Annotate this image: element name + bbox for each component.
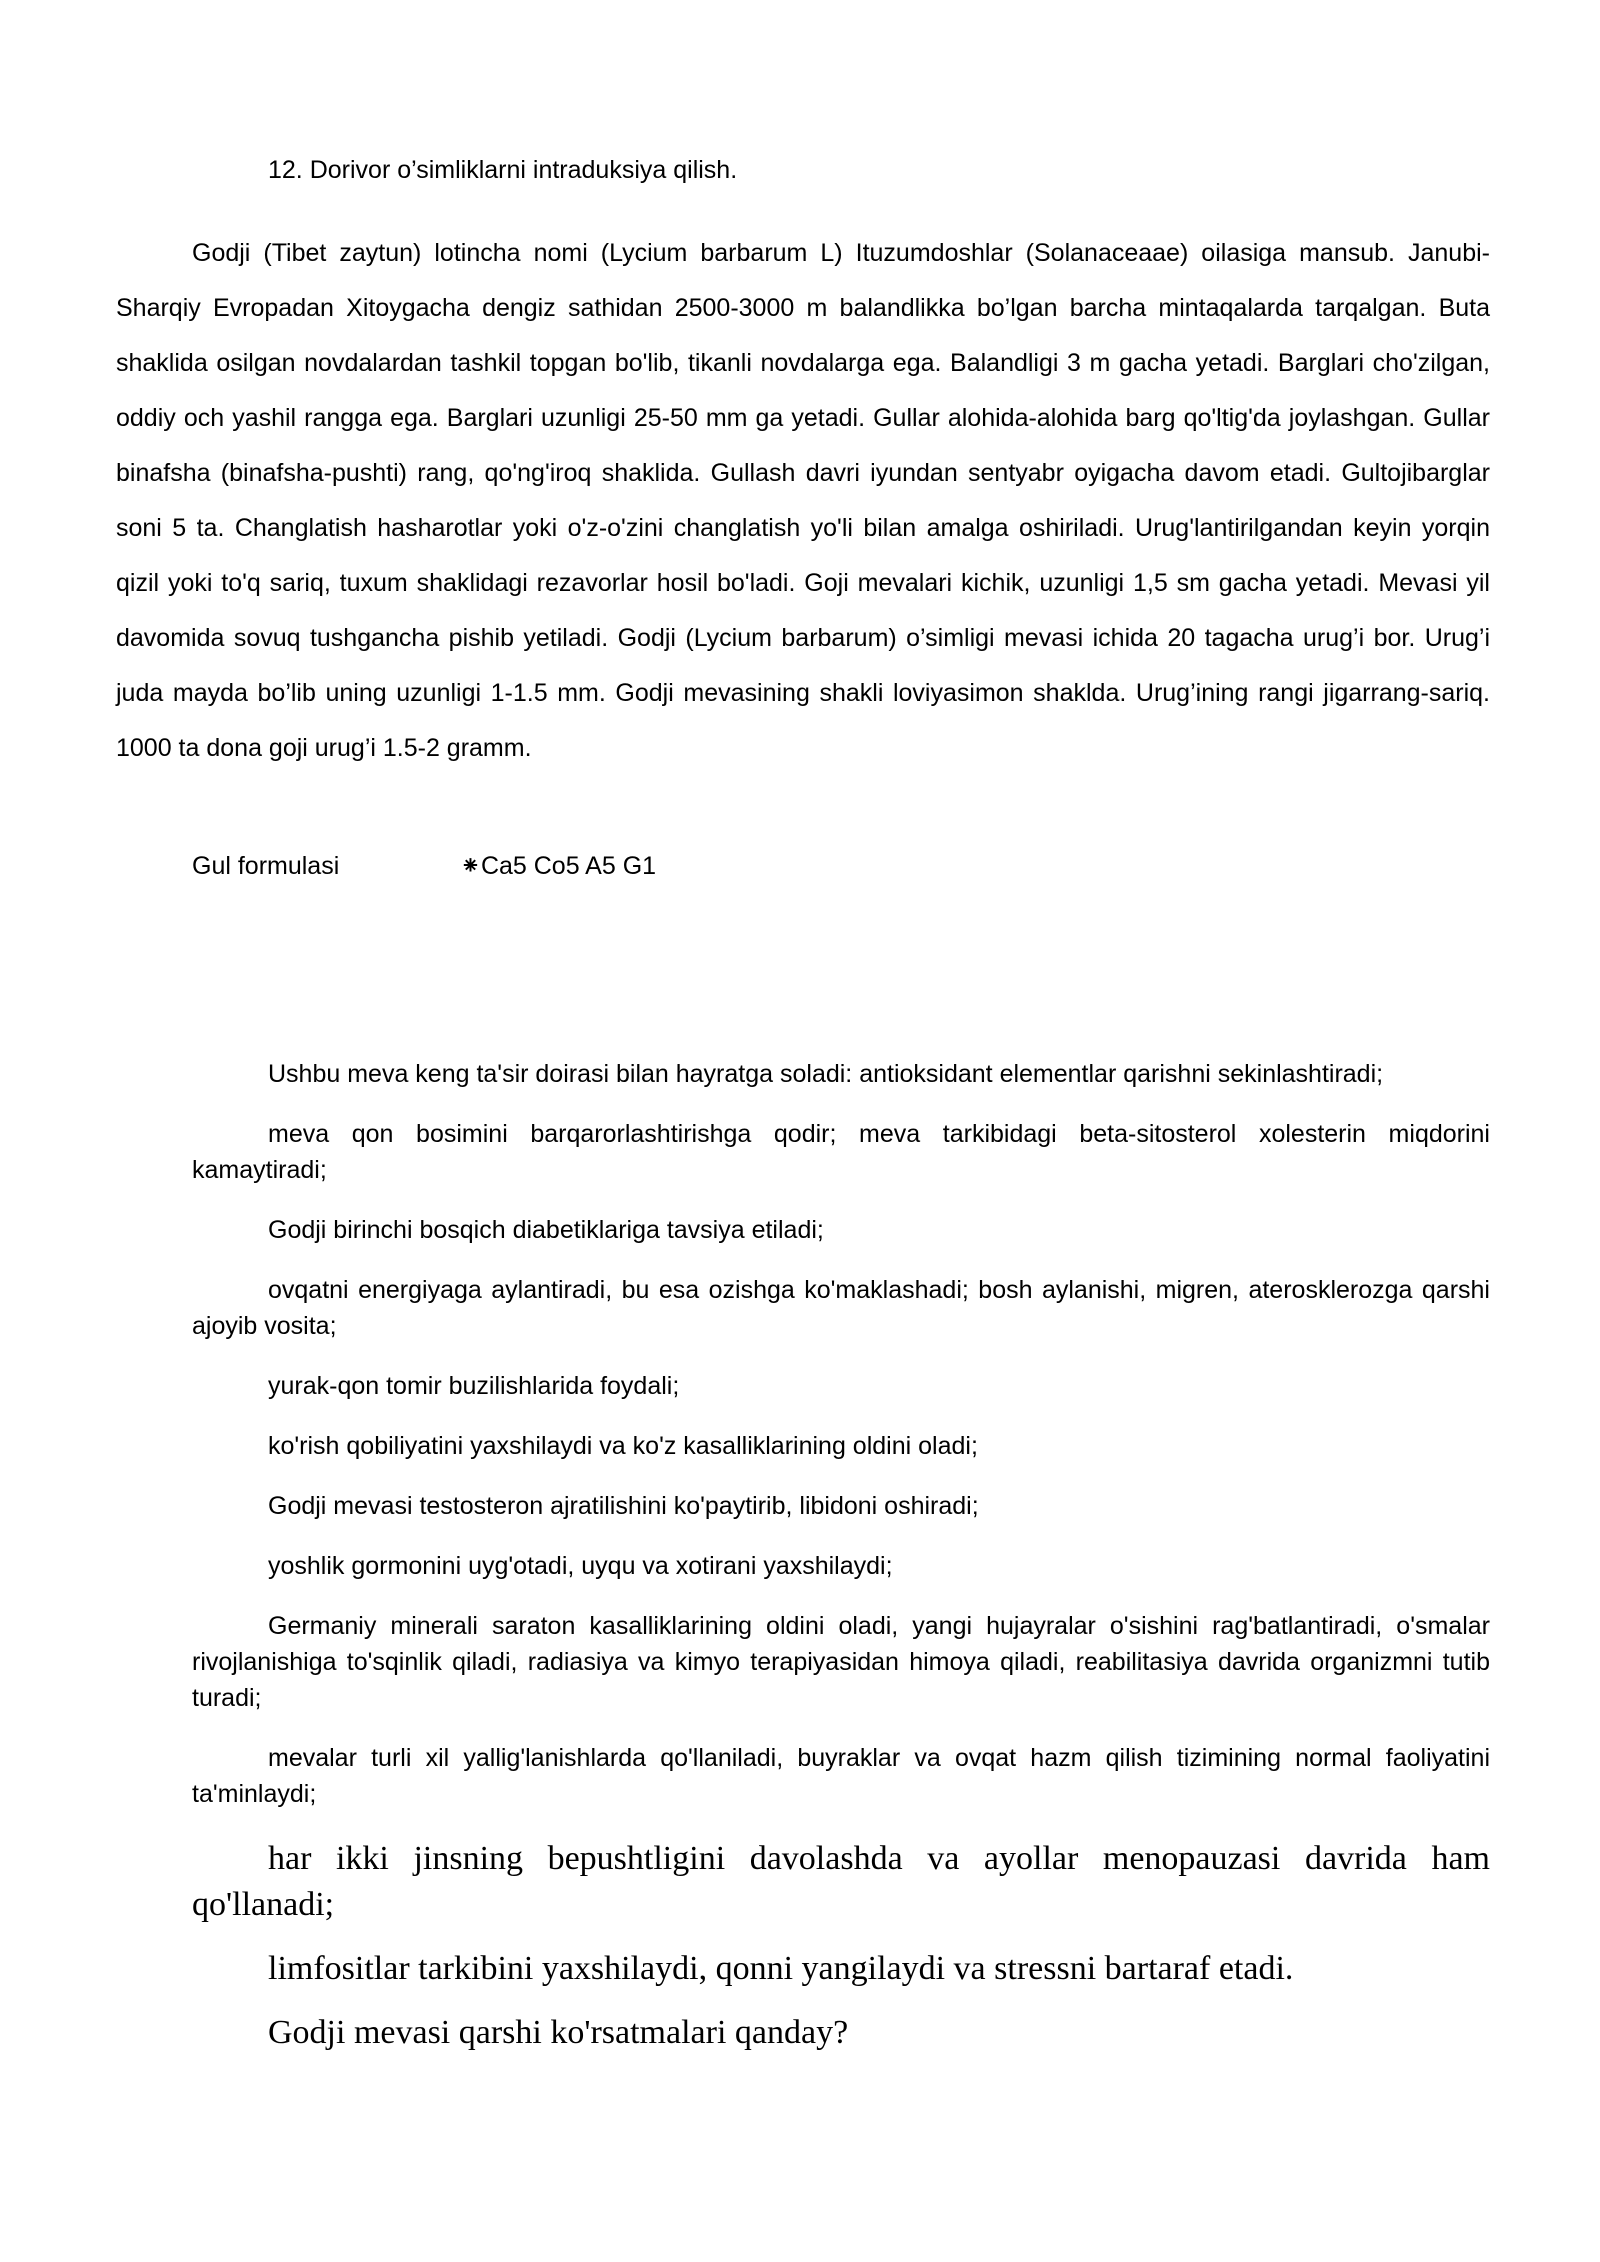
benefit-item: har ikki jinsning bepushtligini davolashda va ayollar menopauzasi davrida ham qo'llanadi; — [192, 1840, 1490, 1923]
benefit-item: Godji mevasi testosteron ajratilishini ko'paytirib, libidoni oshiradi; — [268, 1492, 979, 1520]
flower-formula-value: ⁕Ca5 Co5 A5 G1 — [460, 852, 657, 880]
closing-question: Godji mevasi qarshi ko'rsatmalari qanday? — [268, 2014, 849, 2051]
benefit-item: yurak-qon tomir buzilishlarida foydali; — [268, 1372, 680, 1400]
benefit-item: yoshlik gormonini uyg'otadi, uyqu va xotirani yaxshilaydi; — [268, 1552, 893, 1580]
intro-paragraph: Godji (Tibet zaytun) lotincha nomi (Lycium barbarum L) Ituzumdoshlar (Solanaceaae) oilasiga mansub. Janubi-Sharqiy Evropadan Xitoygacha dengiz sathidan 2500-3000 m balandlikka bo’lgan barcha mintaqalarda tarqalgan. Buta shaklida osilgan novdalardan tashkil topgan bo'lib, tikanli novdalarga ega. Balandligi 3 m gacha yetadi. Barglari cho'zilgan, oddiy och yashil rangga ega. Barglari uzunligi 25-50 mm ga yetadi. Gullar alohida-alohida barg qo'ltig'da joylashgan. Gullar binafsha (binafsha-pushti) rang, qo'ng'iroq shaklida. Gullash davri iyundan sentyabr oyigacha davom etadi. Gultojibarglar soni 5 ta. Changlatish hasharotlar yoki o'z-o'zini changlatish yo'li bilan amalga oshiriladi. Urug'lantirilgandan keyin yorqin qizil yoki to'q sariq, tuxum shaklidagi rezavorlar hosil bo'ladi. Goji mevalari kichik, uzunligi 1,5 sm gacha yetadi. Mevasi yil davomida sovuq tushgancha pishib yetiladi. Godji (Lycium barbarum) o’simligi mevasi ichida 20 tagacha urug’i bor. Urug’i juda mayda bo’lib uning uzunligi 1-1.5 mm. Godji mevasining shakli loviyasimon shaklda. Urug’ining rangi jigarrang-sariq. 1000 ta dona goji urug’i 1.5-2 gramm. — [116, 239, 1490, 762]
benefit-item: ovqatni energiyaga aylantiradi, bu esa ozishga ko'maklashadi; bosh aylanishi, migren, aterosklerozga qarshi ajoyib vosita; — [192, 1276, 1490, 1340]
benefit-item: Ushbu meva keng ta'sir doirasi bilan hayratga soladi: antioksidant elementlar qarishni sekinlashtiradi; — [268, 1060, 1384, 1088]
flower-formula-label: Gul formulasi — [192, 852, 340, 880]
benefits-list — [192, 1056, 1490, 2074]
benefit-item: limfositlar tarkibini yaxshilaydi, qonni yangilaydi va stressni bartaraf etadi. — [268, 1950, 1294, 1987]
section-heading: 12. Dorivor o’simliklarni intraduksiya qilish. — [268, 156, 738, 184]
benefit-item: meva qon bosimini barqarorlashtirishga qodir; meva tarkibidagi beta-sitosterol xolesterin miqdorini kamaytiradi; — [192, 1120, 1490, 1184]
benefit-item: ko'rish qobiliyatini yaxshilaydi va ko'z kasalliklarining oldini oladi; — [268, 1432, 978, 1460]
benefit-item: Germaniy minerali saraton kasalliklarining oldini oladi, yangi hujayralar o'sishini rag'batlantiradi, o'smalar rivojlanishiga to'sqinlik qiladi, radiasiya va kimyo terapiyasidan himoya qiladi, reabilitasiya davrida organizmni tutib turadi; — [192, 1612, 1490, 1712]
benefit-item: mevalar turli xil yallig'lanishlarda qo'llaniladi, buyraklar va ovqat hazm qilish tizimining normal faoliyatini ta'minlaydi; — [192, 1744, 1490, 1808]
benefit-item: Godji birinchi bosqich diabetiklariga tavsiya etiladi; — [268, 1216, 824, 1244]
flower-formula — [192, 848, 656, 884]
